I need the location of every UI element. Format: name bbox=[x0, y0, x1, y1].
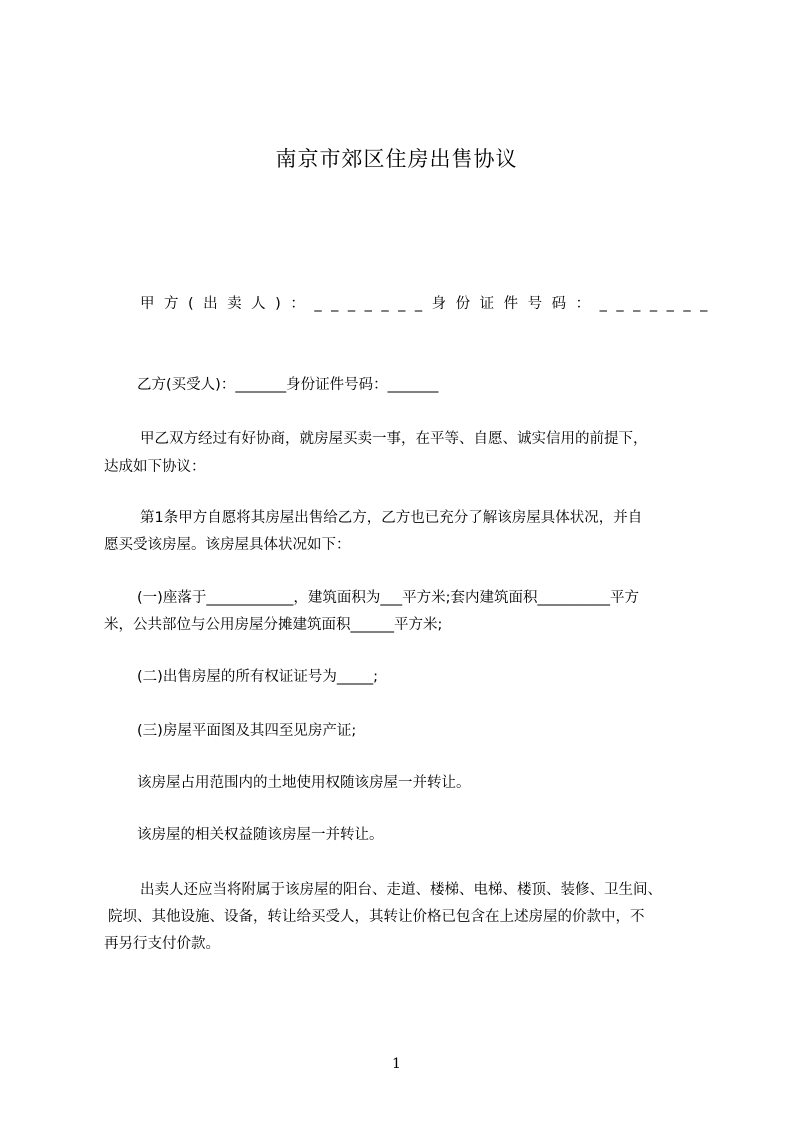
preamble-line-2: 达成如下协议： bbox=[104, 459, 206, 475]
clause-3-line: (三)房屋平面图及其四至见房产证; bbox=[137, 723, 357, 739]
rights-line: 该房屋的相关权益随该房屋一并转让。 bbox=[137, 827, 384, 843]
clause-1-line-1: (一)座落于____________，建筑面积为___平方米;套内建筑面积__________平方 bbox=[137, 590, 639, 606]
appurtenances-line-1: 出卖人还应当将附属于该房屋的阳台、走道、楼梯、电梯、楼顶、装修、卫生间、 bbox=[140, 882, 662, 898]
land-use-line: 该房屋占用范围内的土地使用权随该房屋一并转让。 bbox=[137, 775, 471, 791]
party-a-line: 甲方(出卖人)：_______身份证件号码：_______ bbox=[140, 296, 717, 312]
document-title: 南京市郊区住房出售协议 bbox=[275, 147, 518, 171]
article-1-line-1: 第1条甲方自愿将其房屋出售给乙方，乙方也已充分了解该房屋具体状况，并自 bbox=[140, 510, 643, 526]
clause-1-line-2: 米，公共部位与公用房屋分摊建筑面积______平方米; bbox=[104, 617, 443, 633]
preamble-line-1: 甲乙双方经过有好协商，就房屋买卖一事，在平等、自愿、诚实信用的前提下， bbox=[140, 431, 648, 447]
party-b-line: 乙方(买受人)：_______身份证件号码：_______ bbox=[137, 377, 439, 393]
appurtenances-line-3: 再另行支付价款。 bbox=[104, 936, 220, 952]
appurtenances-line-2: 院坝、其他设施、设备，转让给买受人，其转让价格已包含在上述房屋的价款中，不 bbox=[108, 909, 645, 925]
article-1-line-2: 愿买受该房屋。该房屋具体状况如下： bbox=[104, 537, 351, 553]
page-number: 1 bbox=[392, 1056, 401, 1072]
clause-2-line: (二)出售房屋的所有权证证号为_____; bbox=[137, 669, 378, 685]
